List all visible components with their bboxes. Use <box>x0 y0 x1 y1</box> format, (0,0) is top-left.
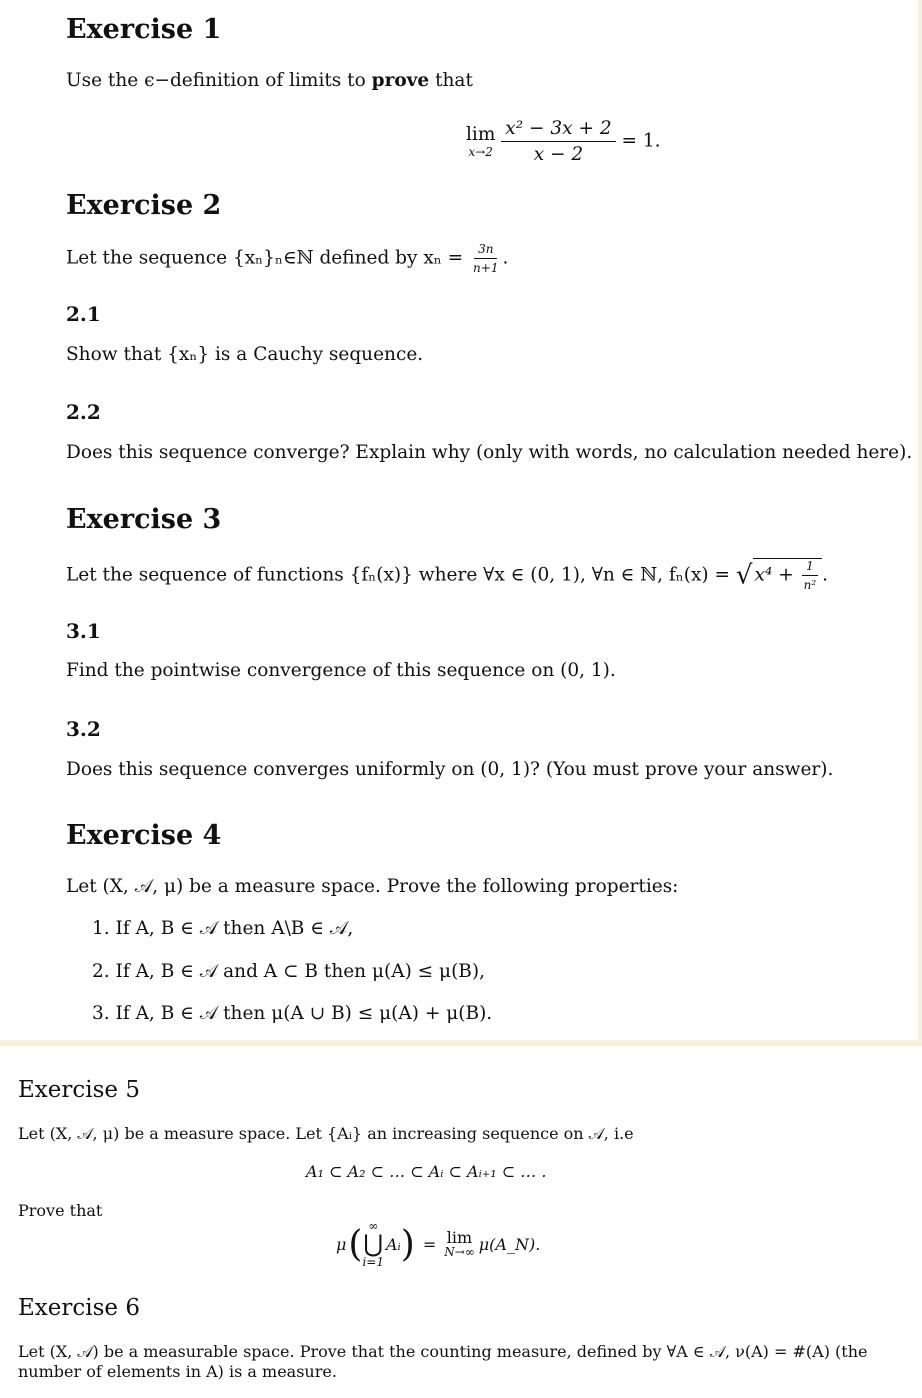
exercise-1-statement: Use the ϵ−definition of limits to prove that <box>66 70 473 91</box>
exercise-6-statement-line-1: Let (X, 𝒜) be a measurable space. Prove that the counting measure, defined by ∀A ∈ 𝒜, ν(A) = #(A) (the <box>18 1342 868 1361</box>
exercise-5-prove-label: Prove that <box>18 1201 103 1220</box>
exercise-4-property-1: 1. If A, B ∈ 𝒜 then A\B ∈ 𝒜, <box>92 918 354 939</box>
exercise-5-union-formula: μ ( ∞ ⋃ i=1 Aᵢ ) = lim N→∞ μ(A_N). <box>336 1219 541 1269</box>
exercise-3-title: Exercise 3 <box>66 504 222 535</box>
exercise-3-statement: Let the sequence of functions {fₙ(x)} where ∀x ∈ (0, 1), ∀n ∈ ℕ, fₙ(x) = √ x⁴ + $\frac{1}{\text{n²}}$ . <box>66 559 829 592</box>
exercise-4-statement: Let (X, 𝒜, μ) be a measure space. Prove the following properties: <box>66 876 679 897</box>
exercise-1-limit-formula: lim x→2 $\frac{\text{x² − 3x + 2}}{x - 2}$ = 1. <box>466 118 661 165</box>
exercise-4-property-2: 2. If A, B ∈ 𝒜 and A ⊂ B then μ(A) ≤ μ(B), <box>92 961 485 982</box>
subexercise-3-2-number: 3.2 <box>66 717 101 741</box>
exercise-4-title: Exercise 4 <box>66 820 222 851</box>
exercise-2-title: Exercise 2 <box>66 190 222 221</box>
exercise-6-title: Exercise 6 <box>18 1295 140 1321</box>
subexercise-3-2-text: Does this sequence converges uniformly on (0, 1)? (You must prove your answer). <box>66 759 834 780</box>
exercise-5-increasing-chain: A₁ ⊂ A₂ ⊂ … ⊂ Aᵢ ⊂ Aᵢ₊₁ ⊂ … . <box>306 1162 547 1181</box>
subexercise-3-1-number: 3.1 <box>66 619 101 643</box>
subexercise-2-2-text: Does this sequence converge? Explain why (only with words, no calculation needed here). <box>66 442 913 463</box>
exercise-5-title: Exercise 5 <box>18 1077 140 1103</box>
subexercise-2-2-number: 2.2 <box>66 400 101 424</box>
subexercise-3-1-text: Find the pointwise convergence of this sequence on (0, 1). <box>66 660 616 681</box>
exercise-4-property-3: 3. If A, B ∈ 𝒜 then μ(A ∪ B) ≤ μ(A) + μ(B). <box>92 1003 493 1024</box>
exercise-2-statement: Let the sequence {xₙ}ₙ∈ℕ defined by xₙ = $\frac{3n}{n+1}$ . <box>66 242 509 275</box>
exercise-5-statement: Let (X, 𝒜, μ) be a measure space. Let {Aᵢ} an increasing sequence on 𝒜, i.e <box>18 1124 634 1143</box>
exercise-6-statement-line-2: number of elements in A) is a measure. <box>18 1362 337 1381</box>
subexercise-2-1-number: 2.1 <box>66 302 101 326</box>
subexercise-2-1-text: Show that {xₙ} is a Cauchy sequence. <box>66 344 424 365</box>
exercise-1-title: Exercise 1 <box>66 14 222 45</box>
